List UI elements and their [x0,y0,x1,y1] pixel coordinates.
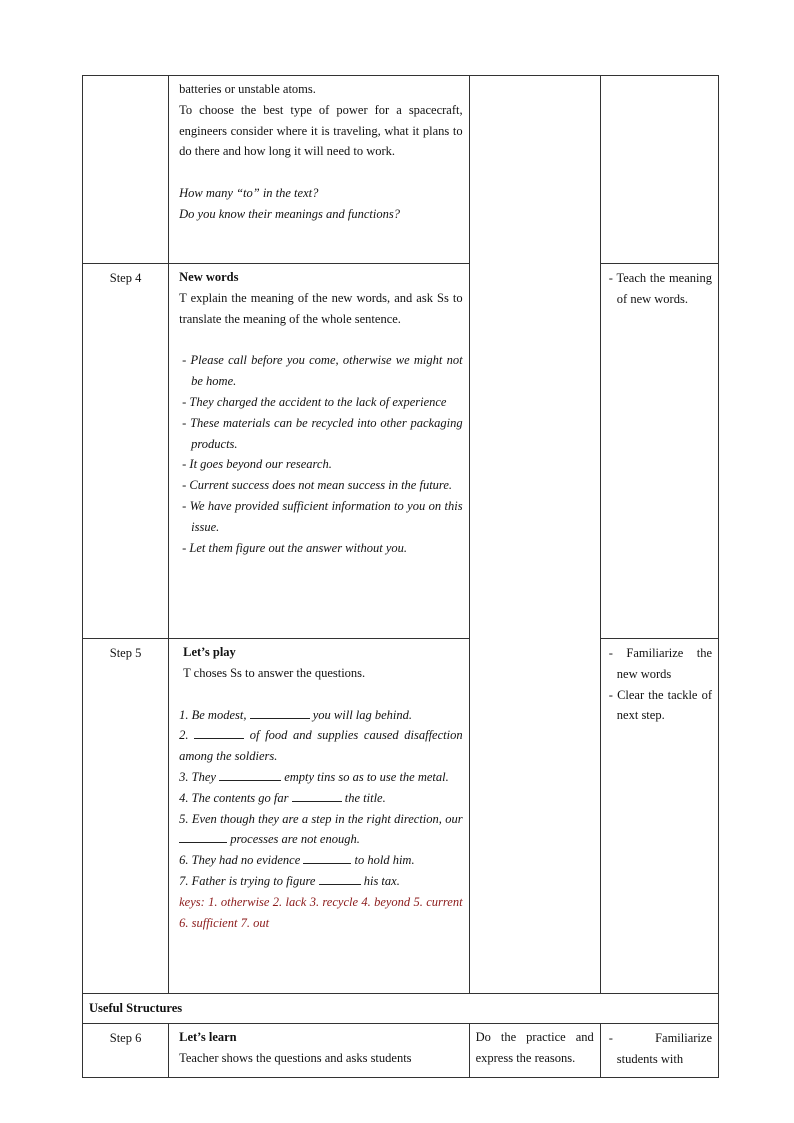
table-row [83,76,719,264]
step-label: Step 6 [83,1024,169,1078]
content-text: T explain the meaning of the new words, and ask Ss to translate the meaning of the whole sentence. [179,290,463,326]
question-text: Do you know their meanings and functions? [179,206,400,221]
answer-blank [250,706,310,719]
content-cell [169,76,469,264]
notes-cell [600,1024,718,1078]
example-sentence: - They charged the accident to the lack of experience [182,394,447,409]
table-row [83,264,719,639]
section-title: Useful Structures [83,994,719,1024]
content-text: batteries or unstable atoms. [179,82,316,96]
answer-blank [303,851,351,864]
note-text: - Familiarize the new words [608,646,712,681]
section-heading: New words [179,270,239,284]
table-row [83,639,719,994]
content-text: Teacher shows the questions and asks students [179,1050,412,1065]
content-cell [169,1024,469,1078]
example-sentence: - We have provided sufficient information to you on this issue. [182,498,463,534]
example-sentence: - It goes beyond our research. [182,457,332,472]
section-heading: Let’s play [183,645,236,659]
step-cell [83,76,169,264]
question-item: 5. Even though they are a step in the right direction, our processes are not enough. [179,811,463,847]
lesson-plan-table [82,75,719,1078]
example-sentence: - These materials can be recycled into other packaging products. [182,415,463,451]
notes-cell [600,639,718,994]
activity-text: Do the practice and express the reasons. [475,1030,594,1065]
table-row [83,994,719,1024]
content-cell [169,639,469,994]
question-item: 3. They empty tins so as to use the metal. [179,769,449,784]
note-text: - Familiarize students with [608,1031,712,1066]
example-sentence: - Please call before you come, otherwise we might not be home. [182,353,463,389]
notes-cell [600,264,718,639]
note-text: - Clear the tackle of next step. [608,687,712,723]
answer-keys: keys: 1. otherwise 2. lack 3. recycle 4. beyond 5. current 6. sufficient 7. out [179,894,463,930]
answer-blank [292,789,342,802]
activity-cell [469,76,600,994]
table-row [83,1024,719,1078]
question-item: 4. The contents go far the title. [179,790,386,805]
answer-blank [319,872,361,885]
question-text: How many “to” in the text? [179,186,319,201]
question-item: 6. They had no evidence to hold him. [179,853,415,868]
example-sentence: - Let them figure out the answer without you. [182,540,407,555]
step-label: Step 5 [83,639,169,994]
section-heading: Let’s learn [179,1030,237,1044]
content-text: T choses Ss to answer the questions. [183,665,366,680]
answer-blank [194,726,244,739]
question-item: 2. of food and supplies caused disaffection among the soldiers. [179,728,463,764]
answer-blank [179,830,227,843]
activity-cell [469,1024,600,1078]
question-item: 7. Father is trying to figure his tax. [179,873,400,888]
example-sentence: - Current success does not mean success in the future. [182,478,452,493]
answer-blank [219,768,281,781]
content-cell [169,264,469,639]
content-text: To choose the best type of power for a spacecraft, engineers consider where it is traveling, what it plans to do there and how long it will need to work. [179,102,463,159]
step-label: Step 4 [83,264,169,639]
notes-cell [600,76,718,264]
question-item: 1. Be modest, you will lag behind. [179,707,413,722]
note-text: - Teach the meaning of new words. [608,271,712,306]
